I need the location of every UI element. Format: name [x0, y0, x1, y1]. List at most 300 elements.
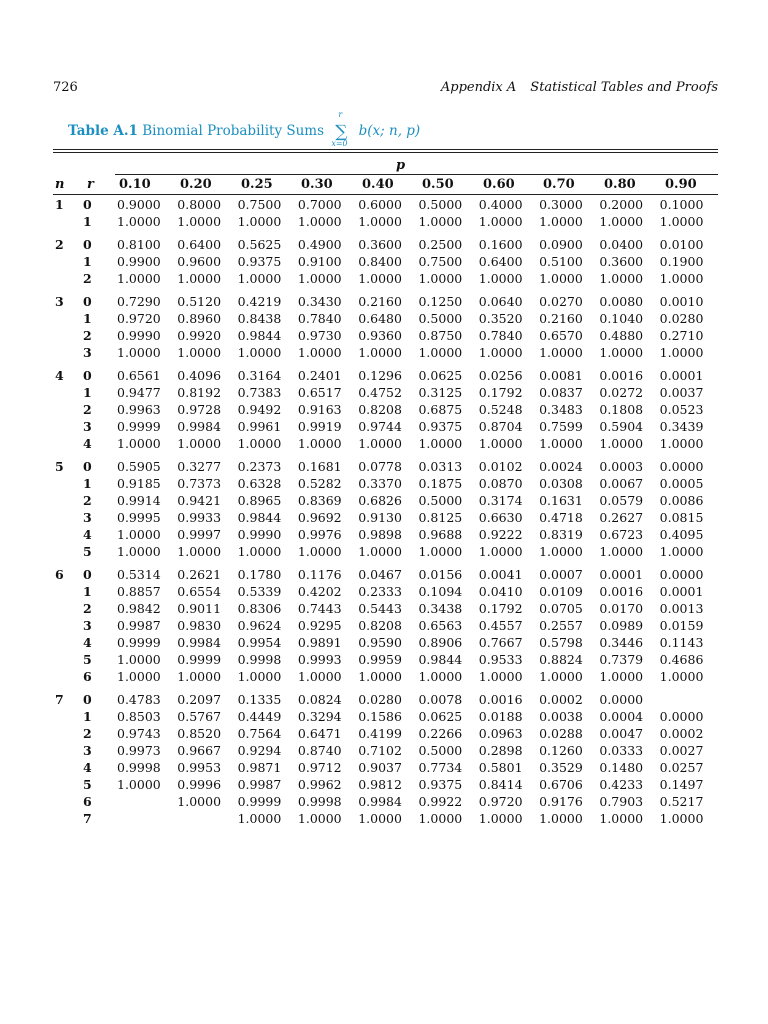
table-cell: 0.3529 — [539, 760, 583, 775]
table-cell: 0.2160 — [539, 311, 583, 326]
table-cell: 1.0000 — [177, 544, 222, 559]
table-cell: 0.5798 — [539, 635, 583, 650]
table-cell: 1.0000 — [358, 271, 402, 286]
table-cell: 0.4752 — [358, 385, 402, 400]
column-header-p: 0.70 — [543, 177, 575, 192]
table-cell: 0.9000 — [117, 197, 161, 212]
table-cell — [177, 810, 237, 827]
table-cell: 1.0000 — [659, 811, 704, 826]
table-cell: 0.0870 — [478, 476, 523, 491]
table-cell: 0.0410 — [478, 584, 523, 599]
r-cell: 0 — [83, 197, 92, 212]
table-cell: 0.7383 — [237, 385, 282, 400]
table-cell: 1.0000 — [358, 436, 402, 451]
table-cell: 0.0000 — [659, 459, 704, 474]
table-cell: 0.8857 — [117, 584, 161, 599]
table-cell: 0.3125 — [418, 385, 463, 400]
table-cell — [117, 793, 177, 810]
n-cell — [53, 310, 83, 327]
table-cell: 0.9600 — [177, 254, 222, 269]
table-cell: 0.9830 — [177, 618, 222, 633]
table-cell: 0.9973 — [117, 743, 161, 758]
table-cell: 1.0000 — [539, 214, 583, 229]
running-head — [427, 80, 718, 95]
table-cell: 0.0024 — [539, 459, 583, 474]
table-cell: 1.0000 — [418, 436, 463, 451]
table-cell: 0.1040 — [599, 311, 644, 326]
table-row — [53, 651, 720, 668]
table-cell: 0.0156 — [418, 567, 463, 582]
n-cell — [53, 793, 83, 810]
table-row — [53, 776, 720, 793]
table-cell: 0.9990 — [237, 527, 282, 542]
table-cell: 0.9728 — [177, 402, 222, 417]
table-cell: 0.0086 — [659, 493, 704, 508]
table-cell: 1.0000 — [297, 271, 342, 286]
table-cell: 0.8503 — [117, 709, 161, 724]
table-cell: 1.0000 — [539, 811, 583, 826]
table-cell: 0.0272 — [599, 385, 644, 400]
table-cell: 1.0000 — [478, 271, 523, 286]
table-cell: 1.0000 — [358, 669, 402, 684]
table-cell: 0.9477 — [117, 385, 161, 400]
table-cell: 0.0837 — [539, 385, 583, 400]
table-cell: 0.2266 — [418, 726, 463, 741]
table-cell: 0.4557 — [478, 618, 523, 633]
caption-label: Table A.1 — [68, 123, 138, 139]
n-cell: 4 — [55, 368, 64, 383]
table-cell: 0.0625 — [418, 709, 463, 724]
table-cell: 1.0000 — [599, 345, 644, 360]
table-cell: 0.2333 — [358, 584, 402, 599]
table-cell: 1.0000 — [237, 271, 282, 286]
n-cell — [53, 253, 83, 270]
table-cell: 1.0000 — [478, 544, 523, 559]
table-row — [53, 492, 720, 509]
table-cell: 0.1631 — [539, 493, 583, 508]
table-cell: 0.9667 — [177, 743, 222, 758]
table-row — [53, 543, 720, 560]
caption-function: b(x; n, p) — [358, 123, 421, 139]
n-cell — [53, 651, 83, 668]
r-cell: 5 — [83, 544, 92, 559]
table-cell: 0.4202 — [297, 584, 342, 599]
table-cell: 0.5217 — [659, 794, 704, 809]
table-cell: 0.0080 — [599, 294, 644, 309]
table-cell: 0.4096 — [177, 368, 222, 383]
table-cell: 0.9999 — [237, 794, 282, 809]
table-cell: 0.5000 — [418, 743, 463, 758]
column-header-p: 0.60 — [483, 177, 515, 192]
table-cell: 0.9492 — [237, 402, 282, 417]
table-cell: 0.9953 — [177, 760, 222, 775]
table-cell: 0.2710 — [659, 328, 704, 343]
table-cell: 0.9375 — [418, 419, 463, 434]
n-cell: 2 — [55, 237, 64, 252]
table-cell: 0.7443 — [297, 601, 342, 616]
table-cell: 0.1335 — [237, 692, 282, 707]
table-cell: 0.5767 — [177, 709, 222, 724]
table-cell: 1.0000 — [659, 345, 704, 360]
column-header-p: 0.25 — [241, 177, 273, 192]
n-cell — [53, 810, 83, 827]
table-cell: 0.4686 — [659, 652, 704, 667]
table-cell: 1.0000 — [478, 214, 523, 229]
table-cell: 0.1792 — [478, 385, 523, 400]
table-cell: 0.1586 — [358, 709, 402, 724]
table-row — [53, 418, 720, 435]
table-cell: 0.1900 — [659, 254, 704, 269]
table-cell: 0.9185 — [117, 476, 161, 491]
table-cell: 1.0000 — [659, 544, 704, 559]
table-cell: 0.3520 — [478, 311, 523, 326]
r-cell: 3 — [83, 419, 92, 434]
table-cell: 1.0000 — [237, 811, 282, 826]
table-cell: 1.0000 — [117, 527, 161, 542]
table-cell: 0.3439 — [659, 419, 704, 434]
table-cell: 0.0067 — [599, 476, 644, 491]
n-cell — [53, 583, 83, 600]
table-cell: 0.1808 — [599, 402, 644, 417]
table-cell: 0.0313 — [418, 459, 463, 474]
running-head-appendix: Appendix A — [440, 80, 517, 95]
column-header-p: 0.30 — [301, 177, 333, 192]
table-cell: 0.5904 — [599, 419, 644, 434]
table-row — [53, 435, 720, 452]
r-cell: 2 — [83, 328, 92, 343]
table-cell: 1.0000 — [297, 214, 342, 229]
table-cell: 0.3174 — [478, 493, 523, 508]
table-cell: 0.0037 — [659, 385, 704, 400]
table-cell: 0.9999 — [117, 635, 161, 650]
column-header-p: 0.50 — [422, 177, 454, 192]
table-cell: 0.2097 — [177, 692, 222, 707]
table-cell: 1.0000 — [177, 669, 222, 684]
table-cell: 1.0000 — [117, 345, 161, 360]
table-cell: 1.0000 — [117, 544, 161, 559]
table-cell: 1.0000 — [237, 436, 282, 451]
table-cell: 0.1497 — [659, 777, 704, 792]
table-cell: 0.6400 — [177, 237, 222, 252]
table-cell: 0.6554 — [177, 584, 222, 599]
table-cell: 1.0000 — [539, 271, 583, 286]
column-header-p: 0.10 — [119, 177, 151, 192]
table-cell: 0.8400 — [358, 254, 402, 269]
table-cell: 1.0000 — [297, 669, 342, 684]
n-cell — [53, 725, 83, 742]
table-row — [53, 793, 720, 810]
table-cell — [660, 691, 720, 708]
table-cell: 1.0000 — [117, 652, 161, 667]
table-cell: 1.0000 — [539, 669, 583, 684]
table-cell: 0.9011 — [177, 601, 222, 616]
n-cell — [53, 401, 83, 418]
table-row — [53, 293, 720, 310]
table-row — [53, 310, 720, 327]
table-cell: 1.0000 — [418, 271, 463, 286]
table-cell: 0.6630 — [478, 510, 523, 525]
table-row — [53, 384, 720, 401]
table-cell: 0.0815 — [659, 510, 704, 525]
table-cell: 0.0170 — [599, 601, 644, 616]
r-cell: 4 — [83, 436, 92, 451]
table-cell: 0.8438 — [237, 311, 282, 326]
table-cell: 0.0002 — [539, 692, 583, 707]
table-row — [53, 742, 720, 759]
table-cell: 0.4219 — [237, 294, 282, 309]
r-cell: 0 — [83, 237, 92, 252]
table-cell: 0.9624 — [237, 618, 282, 633]
table-cell: 1.0000 — [418, 669, 463, 684]
table-cell: 0.8520 — [177, 726, 222, 741]
table-cell: 0.6471 — [297, 726, 342, 741]
table-cell: 0.2160 — [358, 294, 402, 309]
table-cell: 0.0989 — [599, 618, 644, 633]
column-header-p: 0.40 — [362, 177, 394, 192]
table-cell: 0.1792 — [478, 601, 523, 616]
table-cell: 0.9844 — [237, 328, 282, 343]
table-row — [53, 509, 720, 526]
table-cell: 0.1176 — [297, 567, 342, 582]
table-cell: 1.0000 — [659, 436, 704, 451]
table-cell: 0.0016 — [599, 584, 644, 599]
table-cell: 1.0000 — [599, 436, 644, 451]
table-row — [53, 600, 720, 617]
table-row — [53, 367, 720, 384]
table-cell: 0.1250 — [418, 294, 463, 309]
table-cell: 0.0280 — [659, 311, 704, 326]
r-cell: 5 — [83, 652, 92, 667]
column-header-p: 0.20 — [180, 177, 212, 192]
table-cell: 0.0256 — [478, 368, 523, 383]
n-cell: 3 — [55, 294, 64, 309]
table-cell: 0.3600 — [599, 254, 644, 269]
table-cell: 0.9997 — [177, 527, 222, 542]
table-cell: 0.7734 — [418, 760, 463, 775]
table-cell: 0.0963 — [478, 726, 523, 741]
r-cell: 3 — [83, 743, 92, 758]
n-cell — [53, 509, 83, 526]
table-cell — [117, 810, 177, 827]
n-cell — [53, 526, 83, 543]
table-cell: 0.7379 — [599, 652, 644, 667]
sum-lower-limit: x=0 — [331, 139, 348, 148]
r-cell: 0 — [83, 459, 92, 474]
table-row — [53, 759, 720, 776]
table-cell: 0.9375 — [418, 777, 463, 792]
table-row — [53, 344, 720, 361]
table-cell: 0.3446 — [599, 635, 644, 650]
table-cell: 0.2373 — [237, 459, 282, 474]
n-cell — [53, 668, 83, 685]
table-cell: 0.0005 — [659, 476, 704, 491]
table-cell: 0.9920 — [177, 328, 222, 343]
table-cell: 1.0000 — [539, 345, 583, 360]
table-cell: 0.3430 — [297, 294, 342, 309]
table-cell: 1.0000 — [117, 777, 161, 792]
r-cell: 1 — [83, 214, 92, 229]
table-cell: 0.7000 — [297, 197, 342, 212]
table-cell: 0.9375 — [237, 254, 282, 269]
table-cell: 0.8100 — [117, 237, 161, 252]
r-cell: 0 — [83, 567, 92, 582]
r-cell: 2 — [83, 271, 92, 286]
table-cell: 0.3294 — [297, 709, 342, 724]
table-cell: 1.0000 — [358, 811, 402, 826]
table-cell: 0.4900 — [297, 237, 342, 252]
table-cell: 0.7500 — [418, 254, 463, 269]
table-cell: 0.9730 — [297, 328, 342, 343]
table-cell: 0.9842 — [117, 601, 161, 616]
table-cell: 0.9987 — [117, 618, 161, 633]
table-cell: 0.9163 — [297, 402, 342, 417]
table-cell: 1.0000 — [177, 436, 222, 451]
table-cell: 0.0007 — [539, 567, 583, 582]
sum-upper-limit: r — [338, 110, 343, 119]
n-cell — [53, 435, 83, 452]
caption-text: Binomial Probability Sums — [142, 123, 325, 139]
table-cell: 1.0000 — [297, 811, 342, 826]
table-cell: 0.4718 — [539, 510, 583, 525]
table-cell: 0.0001 — [659, 368, 704, 383]
table-cell: 0.5100 — [539, 254, 583, 269]
table-cell: 0.0102 — [478, 459, 523, 474]
table-cell: 0.0001 — [599, 567, 644, 582]
r-cell: 0 — [83, 368, 92, 383]
table-cell: 1.0000 — [478, 669, 523, 684]
n-cell — [53, 617, 83, 634]
table-cell: 0.5120 — [177, 294, 222, 309]
table-cell: 0.5000 — [418, 493, 463, 508]
table-cell: 0.1260 — [539, 743, 583, 758]
table-cell: 0.0078 — [418, 692, 463, 707]
table-cell: 0.0027 — [659, 743, 704, 758]
table-row — [53, 327, 720, 344]
table-cell: 1.0000 — [659, 669, 704, 684]
table-cell: 0.8000 — [177, 197, 222, 212]
table-cell: 1.0000 — [418, 544, 463, 559]
table-cell: 0.8192 — [177, 385, 222, 400]
table-cell: 0.0109 — [539, 584, 583, 599]
table-cell: 0.6570 — [539, 328, 583, 343]
table-cell: 0.5314 — [117, 567, 161, 582]
table-cell: 1.0000 — [297, 436, 342, 451]
table-cell: 0.1296 — [358, 368, 402, 383]
table-cell: 0.1780 — [237, 567, 282, 582]
table-row — [53, 401, 720, 418]
table-cell: 1.0000 — [539, 436, 583, 451]
table-cell: 0.0824 — [297, 692, 342, 707]
table-cell: 0.9998 — [237, 652, 282, 667]
table-cell: 0.0041 — [478, 567, 523, 582]
table-cell: 0.0778 — [358, 459, 402, 474]
table-cell: 0.0000 — [659, 709, 704, 724]
table-cell: 0.8319 — [539, 527, 583, 542]
table-cell: 0.9961 — [237, 419, 282, 434]
n-cell: 1 — [55, 197, 64, 212]
table-cell: 0.8125 — [418, 510, 463, 525]
table-cell: 0.1480 — [599, 760, 644, 775]
table-cell: 0.9222 — [478, 527, 523, 542]
n-cell — [53, 742, 83, 759]
table-cell: 0.9998 — [297, 794, 342, 809]
table-cell: 0.8750 — [418, 328, 463, 343]
n-cell — [53, 384, 83, 401]
table-cell: 0.0100 — [659, 237, 704, 252]
table-cell: 0.3438 — [418, 601, 463, 616]
table-cell: 1.0000 — [117, 214, 161, 229]
n-cell — [53, 492, 83, 509]
table-cell: 0.3483 — [539, 402, 583, 417]
table-cell: 1.0000 — [297, 544, 342, 559]
table-cell: 0.9100 — [297, 254, 342, 269]
r-cell: 1 — [83, 584, 92, 599]
table-cell: 0.0010 — [659, 294, 704, 309]
table-cell: 0.8824 — [539, 652, 583, 667]
table-caption — [68, 110, 421, 148]
table-cell: 1.0000 — [358, 214, 402, 229]
table-cell: 0.7667 — [478, 635, 523, 650]
table-cell: 0.9590 — [358, 635, 402, 650]
table-cell: 1.0000 — [237, 345, 282, 360]
r-cell: 2 — [83, 726, 92, 741]
table-cell: 0.9998 — [117, 760, 161, 775]
table-cell: 0.9812 — [358, 777, 402, 792]
table-cell: 0.0625 — [418, 368, 463, 383]
table-cell: 0.5801 — [478, 760, 523, 775]
table-cell: 0.7102 — [358, 743, 402, 758]
table-cell: 0.9712 — [297, 760, 342, 775]
table-cell: 0.3000 — [539, 197, 583, 212]
r-cell: 6 — [83, 669, 92, 684]
n-cell — [53, 634, 83, 651]
table-row — [53, 634, 720, 651]
table-cell: 0.6328 — [237, 476, 282, 491]
r-cell: 6 — [83, 794, 92, 809]
table-cell: 1.0000 — [539, 544, 583, 559]
r-cell: 1 — [83, 254, 92, 269]
table-cell: 0.2898 — [478, 743, 523, 758]
r-cell: 4 — [83, 527, 92, 542]
table-cell: 0.8704 — [478, 419, 523, 434]
table-cell: 0.2401 — [297, 368, 342, 383]
table-cell: 0.9688 — [418, 527, 463, 542]
table-cell: 0.9999 — [117, 419, 161, 434]
r-cell: 1 — [83, 385, 92, 400]
r-header: r — [87, 177, 94, 192]
table-cell: 0.6517 — [297, 385, 342, 400]
r-cell: 3 — [83, 510, 92, 525]
p-rule — [115, 174, 718, 175]
table-cell: 1.0000 — [297, 345, 342, 360]
table-cell: 0.8369 — [297, 493, 342, 508]
table-cell: 0.0333 — [599, 743, 644, 758]
page-number: 726 — [53, 80, 78, 95]
table-cell: 0.5443 — [358, 601, 402, 616]
table-cell: 0.3277 — [177, 459, 222, 474]
table-cell: 0.1094 — [418, 584, 463, 599]
table-cell: 0.7500 — [237, 197, 282, 212]
table-row — [53, 475, 720, 492]
table-cell: 0.3370 — [358, 476, 402, 491]
table-cell: 0.3164 — [237, 368, 282, 383]
r-cell: 1 — [83, 311, 92, 326]
table-cell: 0.6480 — [358, 311, 402, 326]
table-cell: 1.0000 — [177, 271, 222, 286]
table-cell: 0.6826 — [358, 493, 402, 508]
table-cell: 0.9954 — [237, 635, 282, 650]
r-cell: 7 — [83, 811, 92, 826]
